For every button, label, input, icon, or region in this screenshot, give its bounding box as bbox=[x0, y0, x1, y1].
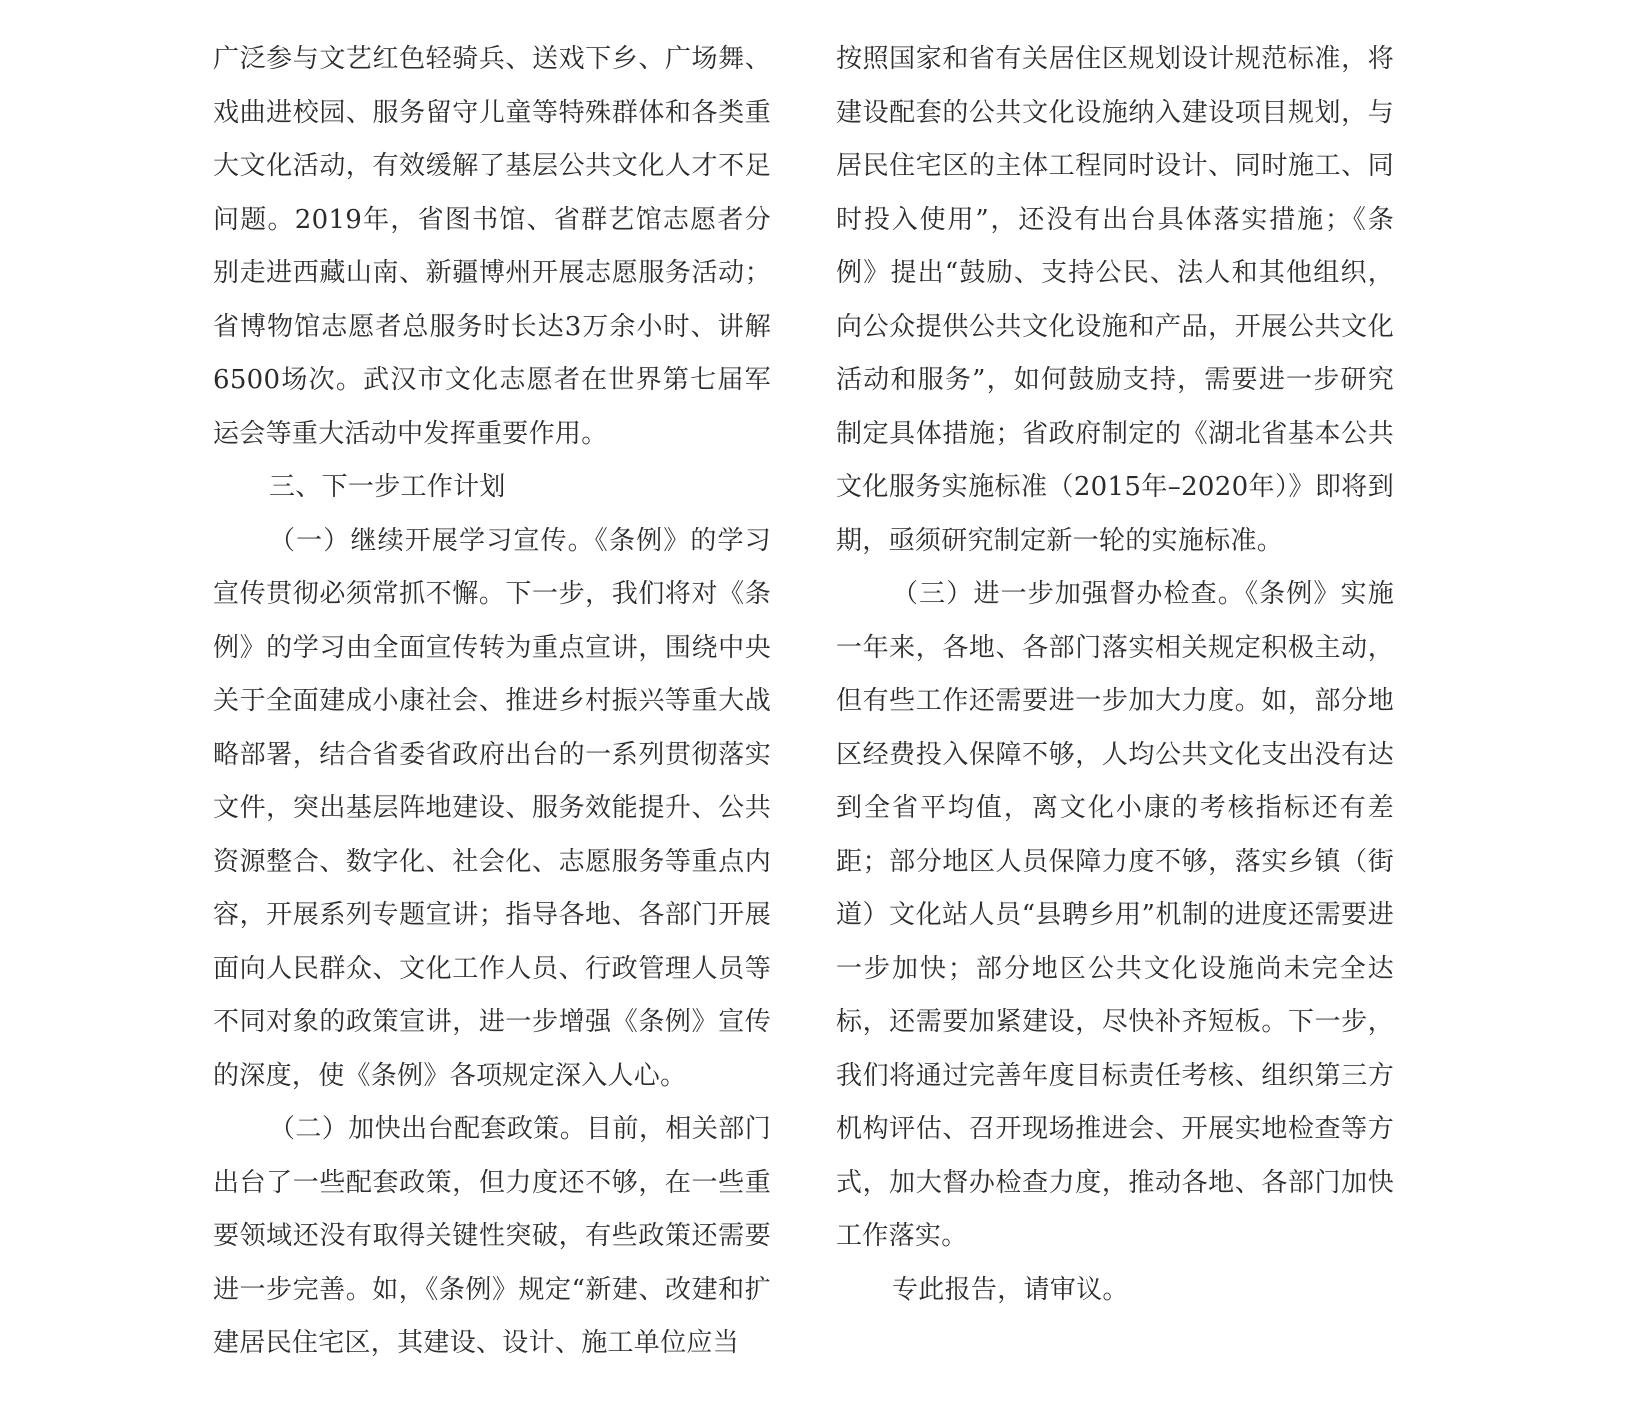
right-column bbox=[836, 33, 1394, 1317]
paragraph-study-publicity: （一）继续开展学习宣传。《条例》的学习宣传贯彻必须常抓不懈。下一步，我们将对《条例》的学习由全面宣传转为重点宣讲，围绕中央关于全面建成小康社会、推进乡村振兴等重大战略部署，结合省委省政府出台的一系列贯彻落实文件，突出基层阵地建设、服务效能提升、公共资源整合、数字化、社会化、志愿服务等重点内容，开展系列专题宣讲；指导各地、各部门开展面向人民群众、文化工作人员、行政管理人员等不同对象的政策宣讲，进一步增强《条例》宣传的深度，使《条例》各项规定深入人心。 bbox=[213, 525, 771, 1091]
paragraph-volunteer-service: 广泛参与文艺红色轻骑兵、送戏下乡、广场舞、戏曲进校园、服务留守儿童等特殊群体和各类重大文化活动，有效缓解了基层公共文化人才不足问题。2019年，省图书馆、省群艺馆志愿者分别走进西藏山南、新疆博州开展志愿服务活动；省博物馆志愿者总服务时长达3万余小时、讲解6500场次。武汉市文化志愿者在世界第七届军运会等重大活动中发挥重要作用。 bbox=[213, 44, 771, 449]
paragraph-policies-continued: 按照国家和省有关居住区规划设计规范标准，将建设配套的公共文化设施纳入建设项目规划，与居民住宅区的主体工程同时设计、同时施工、同时投入使用”，还没有出台具体落实措施；《条例》提出“鼓励、支持公民、法人和其他组织，向公众提供公共文化设施和产品，开展公共文化活动和服务”，如何鼓励支持，需要进一步研究制定具体措施；省政府制定的《湖北省基本公共文化服务实施标准（2015年–2020年）》即将到期，亟须研究制定新一轮的实施标准。 bbox=[836, 44, 1394, 556]
paragraph-supporting-policies: （二）加快出台配套政策。目前，相关部门出台了一些配套政策，但力度还不够，在一些重要领域还没有取得关键性突破，有些政策还需要进一步完善。如，《条例》规定“新建、改建和扩建居民住宅区，其建设、设计、施工单位应当 bbox=[213, 1114, 771, 1358]
paragraph-supervision-inspection: （三）进一步加强督办检查。《条例》实施一年来，各地、各部门落实相关规定积极主动，但有些工作还需要进一步加大力度。如，部分地区经费投入保障不够，人均公共文化支出没有达到全省平均值，离文化小康的考核指标还有差距；部分地区人员保障力度不够，落实乡镇（街道）文化站人员“县聘乡用”机制的进度还需要进一步加快；部分地区公共文化设施尚未完全达标，还需要加紧建设，尽快补齐短板。下一步，我们将通过完善年度目标责任考核、组织第三方机构评估、召开现场推进会、开展实地检查等方式，加大督办检查力度，推动各地、各部门加快工作落实。 bbox=[836, 579, 1394, 1251]
paragraph-closing-remark: 专此报告，请审议。 bbox=[892, 1274, 1129, 1305]
left-column bbox=[213, 33, 771, 1371]
section-heading-next-steps: 三、下一步工作计划 bbox=[269, 472, 506, 502]
